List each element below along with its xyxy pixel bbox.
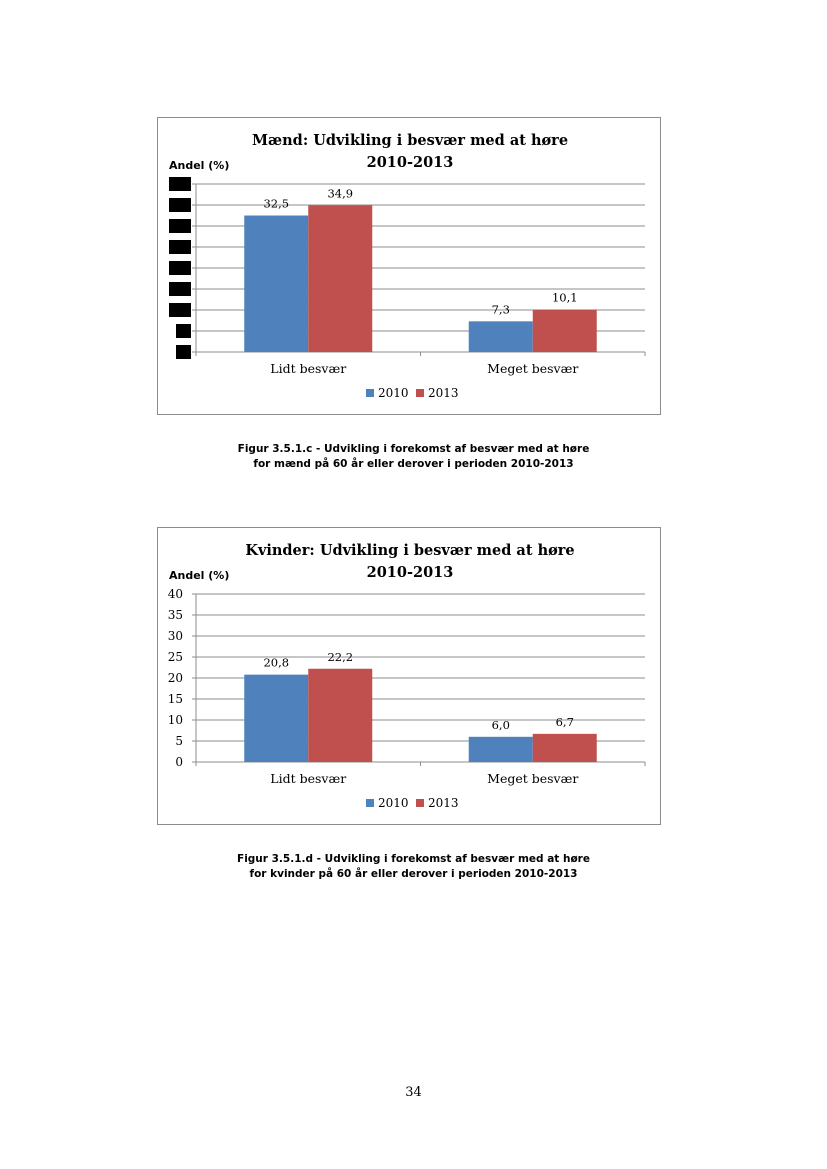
y-tick-label: 25	[167, 650, 183, 664]
y-tick-label: 30	[167, 629, 183, 643]
legend-swatch-2010	[366, 799, 374, 807]
y-tick-label: 0	[175, 755, 183, 769]
data-label: 6,7	[555, 714, 574, 729]
caption-line: for mænd på 60 år eller derover i perioden 2010-2013	[253, 458, 574, 470]
chart-women-svg	[158, 528, 662, 826]
bar-2013	[533, 734, 597, 762]
bar-2013	[533, 310, 597, 352]
redacted-tick-label	[169, 261, 191, 275]
chart-men-hearing	[157, 117, 661, 415]
chart-subtitle: 2010-2013	[366, 564, 454, 581]
bar-2010	[244, 675, 308, 762]
category-label: Meget besvær	[487, 771, 579, 786]
data-label: 7,3	[491, 302, 510, 317]
chart-subtitle: 2010-2013	[366, 154, 454, 171]
data-label: 34,9	[327, 186, 354, 201]
y-tick-label: 20	[167, 671, 183, 685]
bar-2013	[308, 205, 372, 352]
redacted-tick-label	[169, 282, 191, 296]
y-axis-label: Andel (%)	[169, 569, 230, 582]
legend-label: 2013	[428, 796, 459, 810]
y-axis-label: Andel (%)	[169, 159, 230, 172]
legend-label: 2010	[378, 796, 409, 810]
legend-swatch-2010	[366, 389, 374, 397]
legend-label: 2010	[378, 386, 409, 400]
redacted-tick-label	[169, 177, 191, 191]
chart-title: Kvinder: Udvikling i besvær med at høre	[245, 542, 575, 559]
category-label: Lidt besvær	[270, 771, 347, 786]
chart-women-hearing	[157, 527, 661, 825]
category-label: Lidt besvær	[270, 361, 347, 376]
data-label: 20,8	[263, 655, 290, 670]
figure-caption-men	[0, 442, 827, 472]
legend-swatch-2013	[416, 799, 424, 807]
redacted-tick-label	[169, 219, 191, 233]
bar-2010	[469, 321, 533, 352]
caption-line: Figur 3.5.1.c - Udvikling i forekomst af besvær med at høre	[237, 443, 590, 455]
y-tick-label: 40	[167, 587, 183, 601]
y-tick-label: 10	[167, 713, 183, 727]
chart-men-svg	[158, 118, 662, 416]
caption-line: Figur 3.5.1.d - Udvikling i forekomst af besvær med at høre	[237, 853, 590, 865]
y-tick-label: 35	[167, 608, 183, 622]
chart-title: Mænd: Udvikling i besvær med at høre	[251, 132, 569, 149]
bar-2010	[469, 737, 533, 762]
redacted-tick-label	[169, 198, 191, 212]
data-label: 10,1	[551, 290, 578, 305]
redacted-tick-label	[169, 240, 191, 254]
y-tick-label: 5	[175, 734, 183, 748]
y-tick-label: 15	[167, 692, 183, 706]
legend-swatch-2013	[416, 389, 424, 397]
redacted-tick-label	[176, 345, 191, 359]
legend-label: 2013	[428, 386, 459, 400]
figure-caption-women	[0, 852, 827, 882]
data-label: 6,0	[491, 717, 510, 732]
data-label: 22,2	[327, 649, 354, 664]
redacted-tick-label	[169, 303, 191, 317]
redacted-tick-label	[176, 324, 191, 338]
caption-line: for kvinder på 60 år eller derover i perioden 2010-2013	[249, 868, 578, 880]
data-label: 32,5	[263, 196, 290, 211]
bar-2013	[308, 669, 372, 762]
bar-2010	[244, 216, 308, 353]
category-label: Meget besvær	[487, 361, 579, 376]
page-number: 34	[405, 1085, 422, 1100]
